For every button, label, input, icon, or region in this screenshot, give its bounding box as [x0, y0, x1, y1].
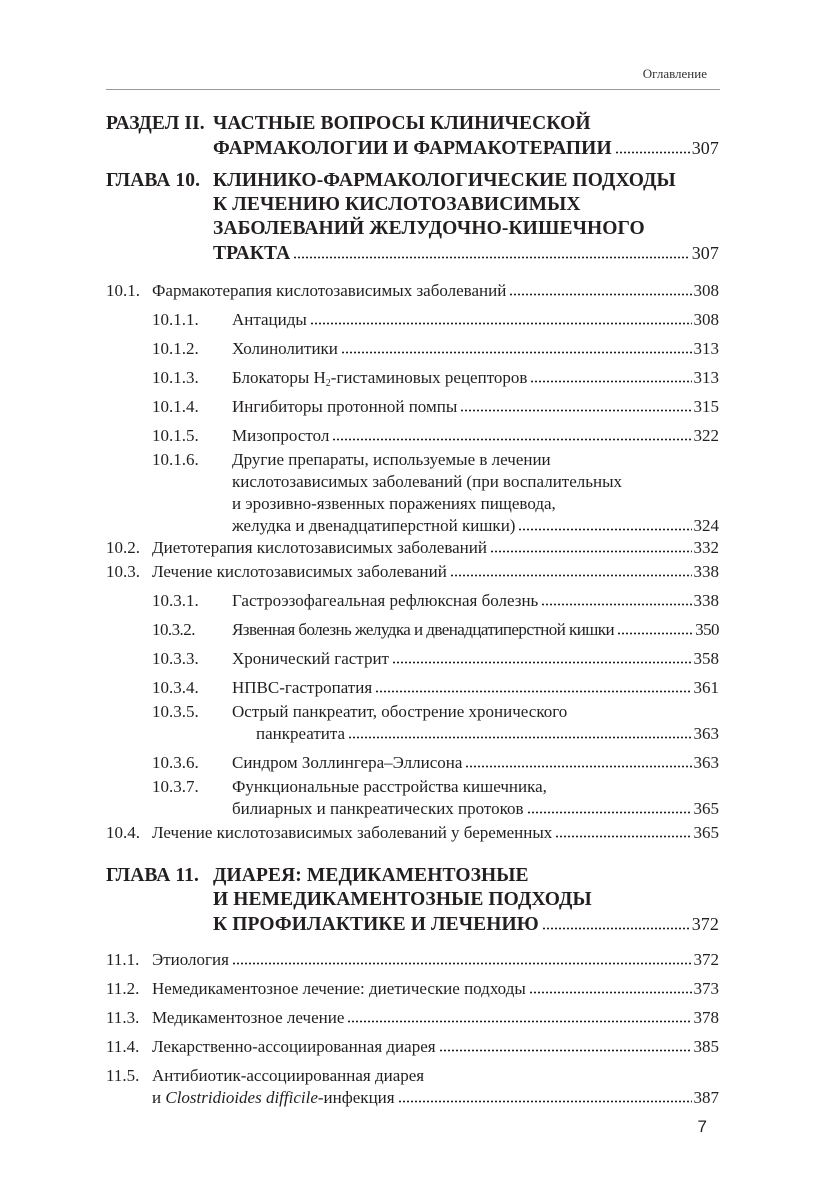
header-rule: [106, 89, 720, 90]
leader-dots: [542, 927, 690, 930]
toc-page-number: 313: [693, 339, 719, 358]
toc-page-number: 378: [693, 1008, 719, 1027]
title-part: -гистаминовых рецепторов: [330, 368, 528, 387]
toc-title-line: И НЕМЕДИКАМЕНТОЗНЫЕ ПОДХОДЫ: [213, 889, 592, 910]
toc-number: 10.1.2.: [152, 339, 199, 358]
toc-page-number: 363: [693, 753, 719, 772]
toc-number: 10.1.: [106, 281, 140, 300]
toc-page-number: 307: [691, 138, 719, 158]
toc-page-number: 350: [695, 620, 719, 639]
leader-dots: [232, 962, 692, 965]
toc-entry-11-2[interactable]: [106, 978, 719, 1000]
toc-page-number: 365: [693, 823, 719, 842]
toc-number: 10.1.6.: [152, 450, 199, 469]
toc-entry-10-3-3[interactable]: [106, 648, 719, 670]
leader-dots: [450, 574, 692, 577]
toc-number: РАЗДЕЛ II.: [106, 113, 205, 134]
leader-dots: [490, 550, 692, 553]
toc-entry-10-1-5[interactable]: [106, 425, 719, 447]
toc-number: 10.3.3.: [152, 649, 199, 668]
leader-dots: [555, 835, 691, 838]
leader-dots: [617, 632, 693, 635]
toc-page-number: 308: [693, 310, 719, 329]
toc-entry-title-line: желудка и двенадцатиперстной кишки): [232, 516, 516, 535]
toc-page-number: 308: [693, 281, 719, 300]
toc-entry-10-3-5[interactable]: [106, 701, 719, 745]
toc-page-number: 385: [693, 1037, 719, 1056]
toc-title-line: ТРАКТА: [213, 243, 291, 264]
toc-page-number: 324: [693, 516, 719, 535]
toc-title-line: К ЛЕЧЕНИЮ КИСЛОТОЗАВИСИМЫХ: [213, 194, 581, 215]
toc-entry-title-line: Острый панкреатит, обострение хронического: [232, 702, 568, 721]
toc-chapter-10[interactable]: [106, 169, 719, 266]
toc-entry-10-3-6[interactable]: [106, 752, 719, 774]
toc-number: 10.1.1.: [152, 310, 199, 329]
toc-entry-title: [232, 367, 527, 389]
toc-entry-title: Немедикаментозное лечение: диетические подходы: [152, 979, 526, 998]
toc-page-number: 363: [693, 724, 719, 743]
toc-entry-10-1-1[interactable]: [106, 309, 719, 331]
toc-entry-title-line: билиарных и панкреатических протоков: [232, 799, 524, 818]
toc-number: 11.2.: [106, 979, 140, 998]
toc-entry-title: Диетотерапия кислотозависимых заболеваний: [152, 538, 487, 557]
toc-entry-10-3-4[interactable]: [106, 677, 719, 699]
toc-entry-title: Синдром Золлингера–Эллисона: [232, 753, 463, 772]
toc-entry-10-4[interactable]: [106, 822, 719, 844]
leader-dots: [398, 1100, 692, 1103]
toc-number: 10.4.: [106, 823, 140, 842]
toc-entry-title: Хронический гастрит: [232, 649, 389, 668]
leader-dots: [530, 380, 691, 383]
toc-entry-title: Язвенная болезнь желудка и двенадцатиперстной кишки: [232, 620, 615, 639]
toc-number: 10.2.: [106, 538, 140, 557]
toc-entry-title: Лечение кислотозависимых заболеваний: [152, 562, 447, 581]
toc-page-number: 365: [693, 799, 719, 818]
leader-dots: [341, 351, 692, 354]
toc-entry-title-line: и эрозивно-язвенных поражениях пищевода,: [232, 494, 556, 513]
leader-dots: [310, 322, 692, 325]
toc-number: ГЛАВА 10.: [106, 170, 201, 191]
leader-dots: [529, 991, 692, 994]
toc-title-line: ЧАСТНЫЕ ВОПРОСЫ КЛИНИЧЕСКОЙ: [213, 113, 591, 134]
toc-entry-10-1-2[interactable]: [106, 338, 719, 360]
toc-entry-title: Гастроэзофагеальная рефлюксная болезнь: [232, 591, 539, 610]
folio-page-number: 7: [697, 1117, 707, 1136]
leader-dots: [375, 690, 691, 693]
toc-number: 10.1.4.: [152, 397, 199, 416]
leader-dots: [465, 765, 691, 768]
toc-entry-title-line: кислотозависимых заболеваний (при воспалительных: [232, 472, 623, 491]
toc-number: 11.4.: [106, 1037, 140, 1056]
toc-page-number: 387: [693, 1088, 719, 1107]
leader-dots: [347, 1020, 691, 1023]
toc-entry-title: Этиология: [152, 950, 229, 969]
toc-number: 11.3.: [106, 1008, 140, 1027]
toc-number: ГЛАВА 11.: [106, 865, 200, 886]
toc-entry-title-line: Другие препараты, используемые в лечении: [232, 450, 551, 469]
leader-dots: [439, 1049, 692, 1052]
toc-page-number: 315: [693, 397, 719, 416]
toc-page-number: 307: [691, 243, 719, 263]
toc-number: 10.1.5.: [152, 426, 199, 445]
leader-dots: [332, 438, 691, 441]
toc-page-number: 358: [693, 649, 719, 668]
toc-entry-title: Холинолитики: [232, 339, 338, 358]
toc-entry-10-2[interactable]: [106, 537, 719, 559]
toc-entry-10-1-4[interactable]: [106, 396, 719, 418]
toc-number: 10.3.4.: [152, 678, 199, 697]
leader-dots: [541, 603, 691, 606]
toc-entry-title: Антациды: [232, 310, 307, 329]
toc-page-number: 338: [693, 562, 719, 581]
title-part: и: [152, 1088, 166, 1107]
toc-entry-10-3-1[interactable]: [106, 590, 719, 612]
toc-title-line: К ПРОФИЛАКТИКЕ И ЛЕЧЕНИЮ: [213, 914, 539, 935]
toc-title-line: КЛИНИКО-ФАРМАКОЛОГИЧЕСКИЕ ПОДХОДЫ: [213, 170, 676, 191]
toc-chapter-11[interactable]: [106, 864, 719, 937]
toc-number: 11.1.: [106, 950, 140, 969]
leader-dots: [348, 736, 691, 739]
toc-number: 10.3.6.: [152, 753, 199, 772]
italic-species-name: Clostridioides difficile: [165, 1088, 318, 1107]
toc-entry-title-line: Антибиотик-ассоциированная диарея: [152, 1066, 425, 1085]
toc-page-number: 332: [693, 538, 719, 557]
toc-entry-title: Лекарственно-ассоциированная диарея: [152, 1037, 436, 1056]
toc-entry-10-3[interactable]: [106, 561, 719, 583]
toc-entry-11-1[interactable]: [106, 949, 719, 971]
leader-dots: [293, 256, 689, 259]
running-head: Оглавление: [642, 66, 707, 81]
toc-entry-title: Мизопростол: [232, 426, 330, 445]
leader-dots: [527, 811, 692, 814]
toc-number: 10.3.: [106, 562, 140, 581]
leader-dots: [509, 293, 691, 296]
toc-entry-title-line: Функциональные расстройства кишечника,: [232, 777, 547, 796]
toc-number: 10.3.1.: [152, 591, 199, 610]
toc-page-number: 372: [691, 914, 719, 934]
toc-number: 10.3.5.: [152, 702, 199, 721]
toc-number: 10.3.2.: [152, 620, 195, 639]
toc-entry-title-line: панкреатита: [256, 724, 346, 743]
toc-entry-title: Фармакотерапия кислотозависимых заболеваний: [152, 281, 507, 300]
toc-page-number: 361: [693, 678, 719, 697]
toc-page-number: 322: [693, 426, 719, 445]
toc-number: 11.5.: [106, 1066, 140, 1085]
title-part: Блокаторы H: [232, 368, 326, 387]
toc-entry-10-3-2[interactable]: [106, 619, 719, 641]
toc-page-number: 373: [693, 979, 719, 998]
title-part: -инфекция: [317, 1088, 395, 1107]
toc-page-number: 313: [693, 368, 719, 387]
subscript-2: 2: [325, 378, 331, 389]
toc-number: 10.3.7.: [152, 777, 199, 796]
toc-title-line: ЗАБОЛЕВАНИЙ ЖЕЛУДОЧНО-КИШЕЧНОГО: [213, 218, 645, 239]
toc-entry-11-3[interactable]: [106, 1007, 719, 1029]
leader-dots: [392, 661, 692, 664]
toc-title-line: ФАРМАКОЛОГИИ И ФАРМАКОТЕРАПИИ: [213, 138, 612, 159]
toc-number: 10.1.3.: [152, 368, 199, 387]
toc-entry-10-1-6[interactable]: [106, 449, 719, 537]
leader-dots: [460, 409, 691, 412]
toc-section-2[interactable]: [106, 112, 719, 161]
toc-entry-title-line: [152, 1087, 395, 1109]
toc-title-line: ДИАРЕЯ: МЕДИКАМЕНТОЗНЫЕ: [213, 865, 529, 886]
toc-entry-10-1[interactable]: [106, 280, 719, 302]
toc-entry-11-4[interactable]: [106, 1036, 719, 1058]
toc-page-number: 338: [693, 591, 719, 610]
toc-page-number: 372: [693, 950, 719, 969]
toc-entry-title: НПВС-гастропатия: [232, 678, 373, 697]
toc-entry-11-5[interactable]: [106, 1065, 719, 1109]
toc-entry-title: Лечение кислотозависимых заболеваний у беременных: [152, 823, 553, 842]
leader-dots: [518, 528, 691, 531]
table-of-contents: [106, 112, 719, 1109]
toc-entry-title: Медикаментозное лечение: [152, 1008, 345, 1027]
toc-entry-title: Ингибиторы протонной помпы: [232, 397, 458, 416]
leader-dots: [615, 151, 690, 154]
toc-entry-10-1-3[interactable]: [106, 367, 719, 389]
toc-entry-10-3-7[interactable]: [106, 776, 719, 820]
